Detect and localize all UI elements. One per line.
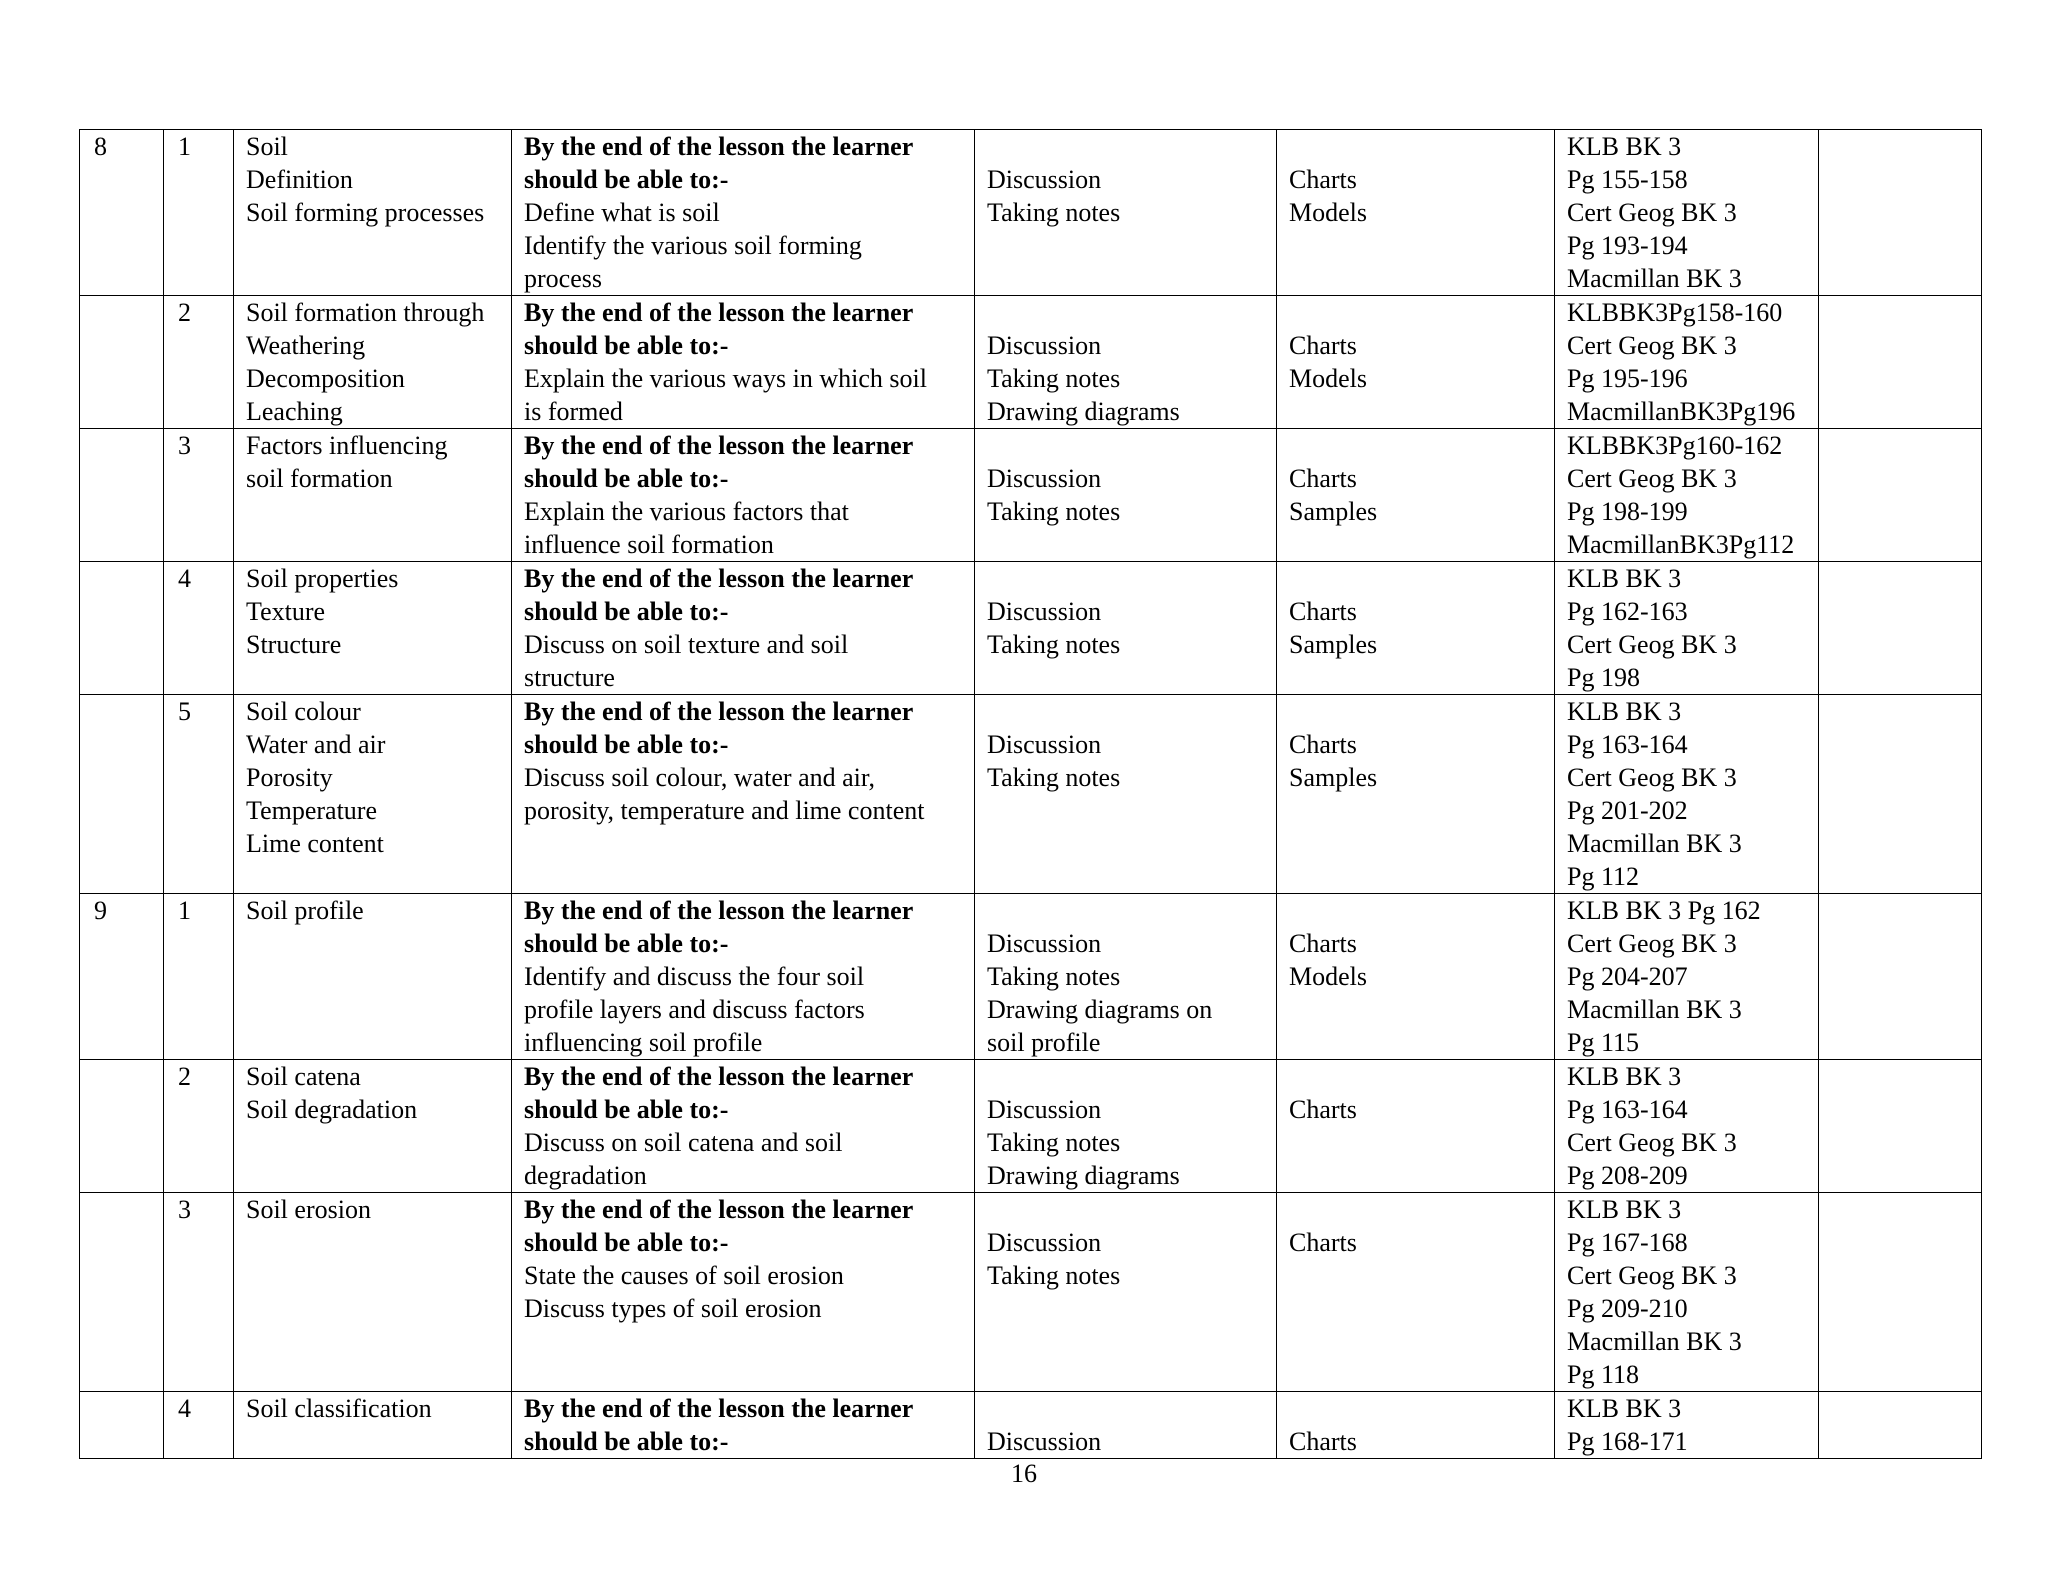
cell-line: Macmillan BK 3 bbox=[1567, 995, 1742, 1024]
references-cell bbox=[1555, 562, 1819, 695]
lesson-number: 2 bbox=[178, 1062, 191, 1091]
cell-line: Texture bbox=[246, 597, 326, 626]
lesson-cell bbox=[164, 695, 234, 894]
cell-line: KLB BK 3 bbox=[1567, 1062, 1682, 1091]
remarks-cell bbox=[1819, 695, 1982, 894]
cell-line: KLB BK 3 Pg 162 bbox=[1567, 896, 1761, 925]
cell-line: Taking notes bbox=[987, 1261, 1121, 1290]
cell-line: Samples bbox=[1289, 763, 1378, 792]
page-number: 16 bbox=[1011, 1459, 1037, 1488]
cell-line: Soil bbox=[246, 132, 288, 161]
cell-line bbox=[1289, 1392, 1554, 1425]
cell-line: Discuss soil colour, water and air, bbox=[524, 763, 875, 792]
cell-line: Taking notes bbox=[987, 962, 1121, 991]
cell-line: Discussion bbox=[987, 1427, 1102, 1456]
topic-cell bbox=[234, 695, 512, 894]
cell-line: Charts bbox=[1289, 929, 1357, 958]
cell-line: Charts bbox=[1289, 597, 1357, 626]
cell-line: Macmillan BK 3 bbox=[1567, 1327, 1742, 1356]
cell-line bbox=[987, 894, 1276, 927]
week-number bbox=[94, 695, 163, 728]
resources-cell bbox=[1277, 1060, 1555, 1193]
cell-line: Pg 208-209 bbox=[1567, 1161, 1688, 1190]
cell-line bbox=[1289, 296, 1554, 329]
cell-line: should be able to:- bbox=[524, 464, 729, 493]
cell-line: Models bbox=[1289, 962, 1367, 991]
remarks-cell bbox=[1819, 1193, 1982, 1392]
cell-line: KLBBK3Pg158-160 bbox=[1567, 298, 1783, 327]
cell-line: Soil properties bbox=[246, 564, 399, 593]
cell-line: Samples bbox=[1289, 630, 1378, 659]
cell-line: Weathering bbox=[246, 331, 366, 360]
cell-line bbox=[987, 1392, 1276, 1425]
cell-line bbox=[1289, 1193, 1554, 1226]
cell-line bbox=[987, 1060, 1276, 1093]
cell-line: Soil profile bbox=[246, 896, 364, 925]
cell-line bbox=[987, 1193, 1276, 1226]
lesson-cell bbox=[164, 1392, 234, 1459]
objectives-cell bbox=[512, 429, 975, 562]
resources-cell bbox=[1277, 1193, 1555, 1392]
cell-line: degradation bbox=[524, 1161, 647, 1190]
cell-line: MacmillanBK3Pg196 bbox=[1567, 397, 1796, 426]
cell-line: Water and air bbox=[246, 730, 386, 759]
cell-line: Pg 162-163 bbox=[1567, 597, 1688, 626]
cell-line: Taking notes bbox=[987, 364, 1121, 393]
cell-line: Discussion bbox=[987, 929, 1102, 958]
cell-line: Discuss on soil catena and soil bbox=[524, 1128, 843, 1157]
remarks-cell bbox=[1819, 1392, 1982, 1459]
cell-line: Pg 118 bbox=[1567, 1360, 1639, 1389]
cell-line: Explain the various ways in which soil bbox=[524, 364, 927, 393]
cell-line: Pg 163-164 bbox=[1567, 730, 1688, 759]
week-cell bbox=[80, 1060, 164, 1193]
activities-cell bbox=[975, 296, 1277, 429]
cell-line: KLB BK 3 bbox=[1567, 697, 1682, 726]
lesson-cell bbox=[164, 1193, 234, 1392]
cell-line: KLBBK3Pg160-162 bbox=[1567, 431, 1783, 460]
cell-line: Lime content bbox=[246, 829, 384, 858]
cell-line: Define what is soil bbox=[524, 198, 720, 227]
lesson-cell bbox=[164, 130, 234, 296]
objectives-cell bbox=[512, 695, 975, 894]
table-row bbox=[80, 894, 1982, 1060]
topic-cell bbox=[234, 429, 512, 562]
week-number bbox=[94, 1060, 163, 1093]
lesson-number: 3 bbox=[178, 431, 191, 460]
cell-line: Discuss types of soil erosion bbox=[524, 1294, 822, 1323]
activities-cell bbox=[975, 562, 1277, 695]
cell-line: Drawing diagrams on bbox=[987, 995, 1213, 1024]
lesson-cell bbox=[164, 1060, 234, 1193]
lesson-cell bbox=[164, 562, 234, 695]
cell-line: KLB BK 3 bbox=[1567, 1195, 1682, 1224]
cell-line bbox=[987, 130, 1276, 163]
cell-line: should be able to:- bbox=[524, 165, 729, 194]
cell-line: KLB BK 3 bbox=[1567, 1394, 1682, 1423]
cell-line: KLB BK 3 bbox=[1567, 564, 1682, 593]
lesson-cell bbox=[164, 296, 234, 429]
activities-cell bbox=[975, 1060, 1277, 1193]
cell-line: Pg 112 bbox=[1567, 862, 1639, 891]
remarks-cell bbox=[1819, 1060, 1982, 1193]
cell-line: Models bbox=[1289, 198, 1367, 227]
week-cell bbox=[80, 894, 164, 1060]
cell-line bbox=[1289, 562, 1554, 595]
cell-line: Discussion bbox=[987, 165, 1102, 194]
references-cell bbox=[1555, 695, 1819, 894]
cell-line: Taking notes bbox=[987, 1128, 1121, 1157]
objectives-cell bbox=[512, 130, 975, 296]
cell-line: By the end of the lesson the learner bbox=[524, 298, 914, 327]
cell-line: should be able to:- bbox=[524, 929, 729, 958]
week-cell bbox=[80, 1392, 164, 1459]
cell-line: Discussion bbox=[987, 597, 1102, 626]
cell-line: Pg 168-171 bbox=[1567, 1427, 1688, 1456]
cell-line: Charts bbox=[1289, 331, 1357, 360]
table-row bbox=[80, 1392, 1982, 1459]
references-cell bbox=[1555, 1060, 1819, 1193]
cell-line: By the end of the lesson the learner bbox=[524, 564, 914, 593]
cell-line: Pg 193-194 bbox=[1567, 231, 1688, 260]
cell-line: Soil degradation bbox=[246, 1095, 418, 1124]
cell-line: Pg 155-158 bbox=[1567, 165, 1688, 194]
activities-cell bbox=[975, 429, 1277, 562]
cell-line: Discuss on soil texture and soil bbox=[524, 630, 849, 659]
cell-line: Pg 163-164 bbox=[1567, 1095, 1688, 1124]
lesson-number: 5 bbox=[178, 697, 191, 726]
cell-line: Pg 201-202 bbox=[1567, 796, 1688, 825]
cell-line bbox=[987, 429, 1276, 462]
cell-line: State the causes of soil erosion bbox=[524, 1261, 844, 1290]
cell-line: Charts bbox=[1289, 1427, 1357, 1456]
cell-line: influencing soil profile bbox=[524, 1028, 763, 1057]
cell-line: soil profile bbox=[987, 1028, 1101, 1057]
cell-line bbox=[1289, 695, 1554, 728]
lesson-cell bbox=[164, 894, 234, 1060]
table-row bbox=[80, 562, 1982, 695]
cell-line: process bbox=[524, 264, 602, 293]
objectives-cell bbox=[512, 1193, 975, 1392]
lesson-number: 2 bbox=[178, 298, 191, 327]
cell-line: Discussion bbox=[987, 1228, 1102, 1257]
remarks-cell bbox=[1819, 562, 1982, 695]
cell-line: Discussion bbox=[987, 1095, 1102, 1124]
cell-line: Macmillan BK 3 bbox=[1567, 264, 1742, 293]
cell-line: should be able to:- bbox=[524, 1427, 729, 1456]
cell-line bbox=[987, 296, 1276, 329]
cell-line bbox=[1289, 130, 1554, 163]
cell-line: By the end of the lesson the learner bbox=[524, 896, 914, 925]
topic-cell bbox=[234, 1392, 512, 1459]
cell-line: Soil erosion bbox=[246, 1195, 371, 1224]
activities-cell bbox=[975, 130, 1277, 296]
cell-line: Cert Geog BK 3 bbox=[1567, 763, 1737, 792]
objectives-cell bbox=[512, 562, 975, 695]
cell-line: Discussion bbox=[987, 331, 1102, 360]
cell-line: influence soil formation bbox=[524, 530, 774, 559]
cell-line: Factors influencing bbox=[246, 431, 448, 460]
cell-line: Soil forming processes bbox=[246, 198, 485, 227]
table-row bbox=[80, 1060, 1982, 1193]
objectives-cell bbox=[512, 1392, 975, 1459]
cell-line: Charts bbox=[1289, 165, 1357, 194]
cell-line: KLB BK 3 bbox=[1567, 132, 1682, 161]
week-number bbox=[94, 562, 163, 595]
cell-line: should be able to:- bbox=[524, 331, 729, 360]
cell-line: Samples bbox=[1289, 497, 1378, 526]
references-cell bbox=[1555, 296, 1819, 429]
cell-line bbox=[987, 562, 1276, 595]
scheme-of-work-table bbox=[79, 129, 1982, 1459]
references-cell bbox=[1555, 429, 1819, 562]
cell-line bbox=[1289, 1060, 1554, 1093]
cell-line: Pg 198 bbox=[1567, 663, 1640, 692]
resources-cell bbox=[1277, 296, 1555, 429]
objectives-cell bbox=[512, 296, 975, 429]
week-number: 9 bbox=[94, 896, 107, 925]
remarks-cell bbox=[1819, 894, 1982, 1060]
lesson-number: 4 bbox=[178, 1394, 191, 1423]
cell-line: Porosity bbox=[246, 763, 333, 792]
week-cell bbox=[80, 695, 164, 894]
resources-cell bbox=[1277, 695, 1555, 894]
lesson-number: 4 bbox=[178, 564, 191, 593]
table-row bbox=[80, 130, 1982, 296]
cell-line: Temperature bbox=[246, 796, 377, 825]
cell-line: Drawing diagrams bbox=[987, 1161, 1180, 1190]
cell-line: Drawing diagrams bbox=[987, 397, 1180, 426]
cell-line: Identify and discuss the four soil bbox=[524, 962, 865, 991]
cell-line: Leaching bbox=[246, 397, 343, 426]
cell-line: Taking notes bbox=[987, 497, 1121, 526]
cell-line: By the end of the lesson the learner bbox=[524, 431, 914, 460]
topic-cell bbox=[234, 1193, 512, 1392]
cell-line bbox=[1289, 894, 1554, 927]
cell-line: Cert Geog BK 3 bbox=[1567, 1261, 1737, 1290]
cell-line: Pg 209-210 bbox=[1567, 1294, 1688, 1323]
cell-line: profile layers and discuss factors bbox=[524, 995, 865, 1024]
activities-cell bbox=[975, 894, 1277, 1060]
references-cell bbox=[1555, 894, 1819, 1060]
cell-line: Charts bbox=[1289, 730, 1357, 759]
references-cell bbox=[1555, 130, 1819, 296]
cell-line: Soil formation through bbox=[246, 298, 485, 327]
cell-line: By the end of the lesson the learner bbox=[524, 1195, 914, 1224]
week-cell bbox=[80, 562, 164, 695]
resources-cell bbox=[1277, 562, 1555, 695]
week-number bbox=[94, 296, 163, 329]
cell-line: should be able to:- bbox=[524, 1095, 729, 1124]
cell-line: Pg 198-199 bbox=[1567, 497, 1688, 526]
cell-line: By the end of the lesson the learner bbox=[524, 132, 914, 161]
resources-cell bbox=[1277, 429, 1555, 562]
cell-line: Identify the various soil forming bbox=[524, 231, 862, 260]
cell-line: Discussion bbox=[987, 730, 1102, 759]
cell-line: should be able to:- bbox=[524, 730, 729, 759]
topic-cell bbox=[234, 894, 512, 1060]
table-body bbox=[80, 130, 1982, 1459]
cell-line: Cert Geog BK 3 bbox=[1567, 929, 1737, 958]
cell-line bbox=[987, 695, 1276, 728]
cell-line: Cert Geog BK 3 bbox=[1567, 1128, 1737, 1157]
cell-line: should be able to:- bbox=[524, 597, 729, 626]
table-row bbox=[80, 1193, 1982, 1392]
cell-line: Models bbox=[1289, 364, 1367, 393]
table-row bbox=[80, 429, 1982, 562]
objectives-cell bbox=[512, 894, 975, 1060]
cell-line: By the end of the lesson the learner bbox=[524, 697, 914, 726]
cell-line: Soil colour bbox=[246, 697, 361, 726]
table-row bbox=[80, 695, 1982, 894]
week-number bbox=[94, 1193, 163, 1226]
cell-line: Structure bbox=[246, 630, 342, 659]
week-number bbox=[94, 1392, 163, 1425]
cell-line: MacmillanBK3Pg112 bbox=[1567, 530, 1795, 559]
cell-line: Pg 204-207 bbox=[1567, 962, 1688, 991]
week-number bbox=[94, 429, 163, 462]
cell-line: By the end of the lesson the learner bbox=[524, 1394, 914, 1423]
cell-line: Cert Geog BK 3 bbox=[1567, 198, 1737, 227]
objectives-cell bbox=[512, 1060, 975, 1193]
week-number: 8 bbox=[94, 132, 107, 161]
week-cell bbox=[80, 296, 164, 429]
cell-line: porosity, temperature and lime content bbox=[524, 796, 925, 825]
cell-line: Charts bbox=[1289, 1095, 1357, 1124]
references-cell bbox=[1555, 1193, 1819, 1392]
activities-cell bbox=[975, 1193, 1277, 1392]
cell-line: Taking notes bbox=[987, 198, 1121, 227]
resources-cell bbox=[1277, 894, 1555, 1060]
cell-line: Cert Geog BK 3 bbox=[1567, 331, 1737, 360]
resources-cell bbox=[1277, 1392, 1555, 1459]
activities-cell bbox=[975, 1392, 1277, 1459]
cell-line: Pg 167-168 bbox=[1567, 1228, 1688, 1257]
lesson-number: 1 bbox=[178, 132, 191, 161]
cell-line: Cert Geog BK 3 bbox=[1567, 630, 1737, 659]
cell-line: is formed bbox=[524, 397, 623, 426]
resources-cell bbox=[1277, 130, 1555, 296]
topic-cell bbox=[234, 1060, 512, 1193]
week-cell bbox=[80, 130, 164, 296]
cell-line bbox=[1289, 429, 1554, 462]
lesson-number: 3 bbox=[178, 1195, 191, 1224]
cell-line: should be able to:- bbox=[524, 1228, 729, 1257]
cell-line: Pg 195-196 bbox=[1567, 364, 1688, 393]
cell-line: Explain the various factors that bbox=[524, 497, 849, 526]
table-row bbox=[80, 296, 1982, 429]
remarks-cell bbox=[1819, 429, 1982, 562]
week-cell bbox=[80, 1193, 164, 1392]
cell-line: soil formation bbox=[246, 464, 393, 493]
cell-line: Macmillan BK 3 bbox=[1567, 829, 1742, 858]
cell-line: structure bbox=[524, 663, 615, 692]
cell-line: By the end of the lesson the learner bbox=[524, 1062, 914, 1091]
lesson-cell bbox=[164, 429, 234, 562]
cell-line: Cert Geog BK 3 bbox=[1567, 464, 1737, 493]
topic-cell bbox=[234, 296, 512, 429]
cell-line: Taking notes bbox=[987, 630, 1121, 659]
cell-line: Pg 115 bbox=[1567, 1028, 1639, 1057]
cell-line: Charts bbox=[1289, 464, 1357, 493]
week-cell bbox=[80, 429, 164, 562]
cell-line: Decomposition bbox=[246, 364, 405, 393]
topic-cell bbox=[234, 562, 512, 695]
activities-cell bbox=[975, 695, 1277, 894]
cell-line: Taking notes bbox=[987, 763, 1121, 792]
cell-line: Discussion bbox=[987, 464, 1102, 493]
cell-line: Soil catena bbox=[246, 1062, 361, 1091]
cell-line: Definition bbox=[246, 165, 353, 194]
lesson-number: 1 bbox=[178, 896, 191, 925]
cell-line: Charts bbox=[1289, 1228, 1357, 1257]
remarks-cell bbox=[1819, 296, 1982, 429]
topic-cell bbox=[234, 130, 512, 296]
remarks-cell bbox=[1819, 130, 1982, 296]
cell-line: Soil classification bbox=[246, 1394, 432, 1423]
references-cell bbox=[1555, 1392, 1819, 1459]
